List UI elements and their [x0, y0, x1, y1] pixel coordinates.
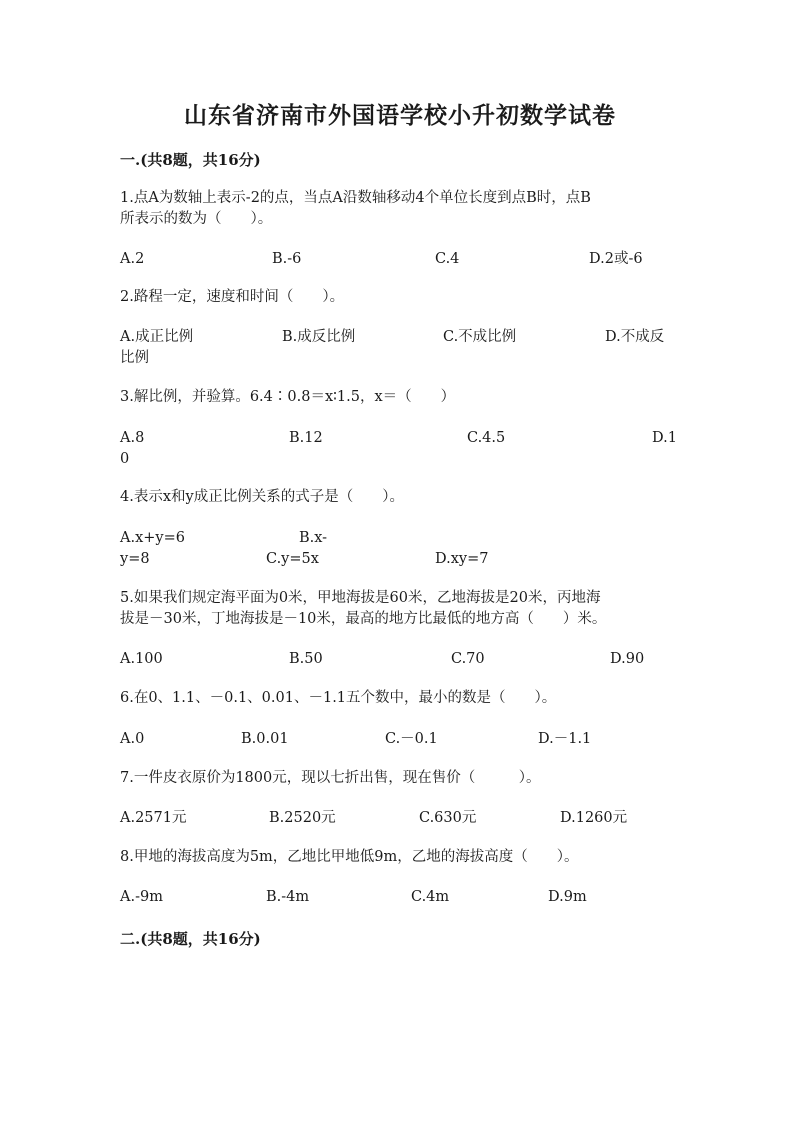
question-5 [120, 588, 680, 630]
question-3-option-d-wrap: 0 [120, 451, 130, 467]
question-4: 4.表示x和y成正比例关系的式子是（ ）。 [120, 489, 404, 505]
question-4-option-d: D.xy=7 [435, 551, 489, 567]
question-5-line-1: 5.如果我们规定海平面为0米，甲地海拔是60米，乙地海拔是20米，丙地海 [120, 590, 601, 606]
question-6-option-c: C.－0.1 [385, 731, 438, 747]
question-3: 3.解比例，并验算。6.4∶0.8＝x∶1.5，x＝（ ） [120, 389, 456, 405]
question-1-line-2: 所表示的数为（ ）。 [120, 211, 273, 227]
page-title: 山东省济南市外国语学校小升初数学试卷 [184, 102, 616, 129]
question-5-line-2: 拔是－30米，丁地海拔是－10米，最高的地方比最低的地方高（ ）米。 [120, 611, 607, 627]
question-6-option-a: A.0 [120, 731, 145, 747]
question-8-option-a: A.-9m [120, 889, 163, 905]
section-heading-1: 一.(共8题，共16分) [120, 151, 261, 169]
question-5-option-d: D.90 [610, 651, 645, 667]
question-2-option-d-wrap: 比例 [120, 350, 149, 366]
question-6-option-b: B.0.01 [241, 731, 289, 747]
question-2: 2.路程一定，速度和时间（ ）。 [120, 289, 345, 305]
question-2-option-c: C.不成比例 [443, 329, 517, 345]
question-5-option-a: A.100 [120, 651, 163, 667]
question-5-option-b: B.50 [289, 651, 323, 667]
question-6-option-d: D.－1.1 [538, 731, 592, 747]
question-8-option-c: C.4m [411, 889, 450, 905]
question-7-option-a: A.2571元 [120, 810, 187, 826]
question-7-option-d: D.1260元 [560, 810, 628, 826]
question-7: 7.一件皮衣原价为1800元，现以七折出售，现在售价（ ）。 [120, 770, 541, 786]
question-4-option-b-wrap: y=8 [120, 551, 150, 567]
question-1-line-1: 1.点A为数轴上表示-2的点，当点A沿数轴移动4个单位长度到点B时，点B [120, 190, 591, 206]
question-2-option-d: D.不成反 [605, 329, 665, 345]
question-2-option-a: A.成正比例 [120, 329, 194, 345]
question-7-option-b: B.2520元 [269, 810, 336, 826]
question-1 [120, 188, 680, 230]
question-5-option-c: C.70 [451, 651, 485, 667]
question-1-option-a: A.2 [120, 251, 145, 267]
question-8-option-b: B.-4m [266, 889, 310, 905]
question-3-option-a: A.8 [120, 430, 145, 446]
question-4-option-b: B.x- [299, 530, 328, 546]
question-1-option-d: D.2或-6 [589, 251, 643, 267]
question-7-option-c: C.630元 [419, 810, 477, 826]
question-3-option-b: B.12 [289, 430, 323, 446]
question-8-option-d: D.9m [548, 889, 587, 905]
question-4-option-a: A.x+y=6 [120, 530, 185, 546]
question-8: 8.甲地的海拔高度为5m，乙地比甲地低9m，乙地的海拔高度（ ）。 [120, 849, 579, 865]
question-2-option-b: B.成反比例 [282, 329, 356, 345]
question-3-option-c: C.4.5 [467, 430, 506, 446]
question-6: 6.在0、1.1、－0.1、0.01、－1.1五个数中，最小的数是（ ）。 [120, 690, 557, 706]
question-4-option-c: C.y=5x [266, 551, 319, 567]
question-3-option-d: D.1 [652, 430, 677, 446]
question-1-option-c: C.4 [435, 251, 460, 267]
question-1-option-b: B.-6 [272, 251, 302, 267]
section-heading-2: 二.(共8题，共16分) [120, 930, 261, 948]
